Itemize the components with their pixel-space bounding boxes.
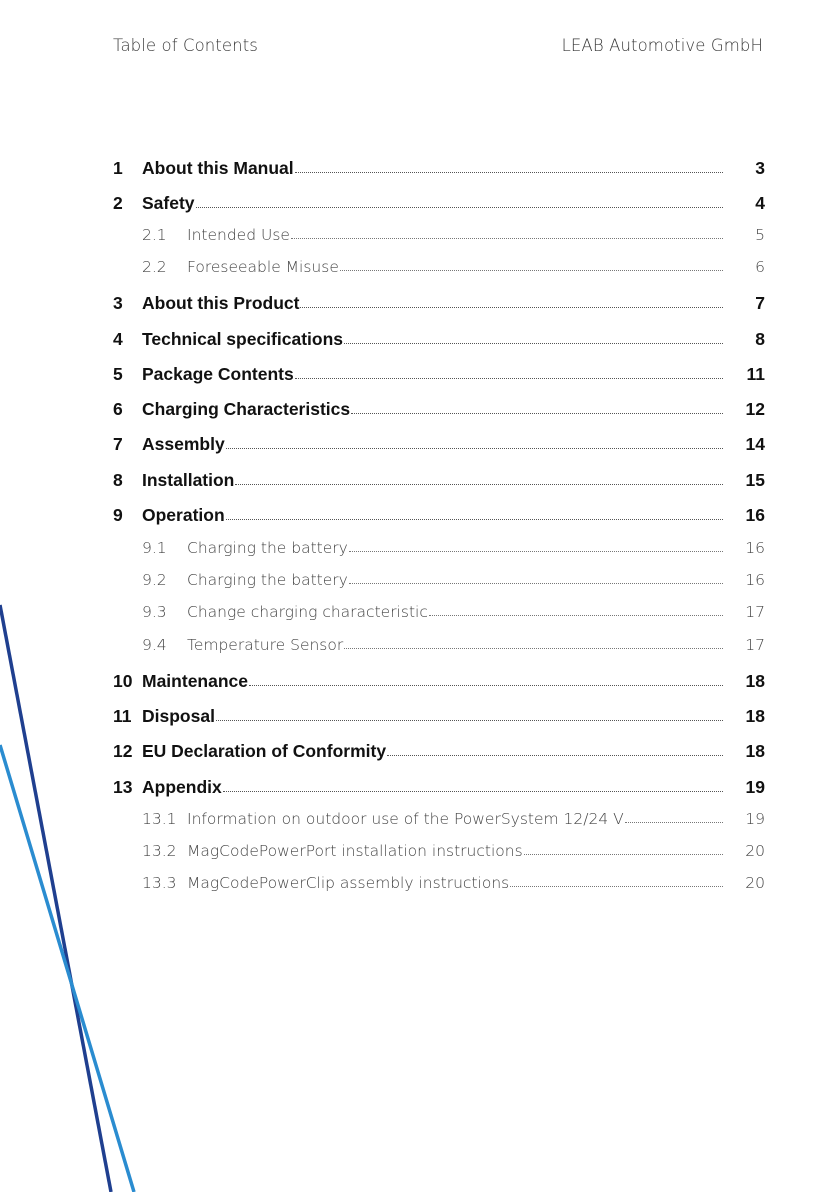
toc-entry-title: MagCodePowerPort installation instructions xyxy=(187,842,523,860)
toc-entry-title: Intended Use xyxy=(187,226,290,244)
toc-entry-page: 16 xyxy=(745,505,765,525)
toc-entry-page: 19 xyxy=(745,777,765,797)
toc-entry-page: 20 xyxy=(745,842,765,860)
toc-entry-number: 10 xyxy=(113,671,133,691)
toc-entry-title: Charging the battery xyxy=(187,539,348,557)
toc-entry-title: About this Manual xyxy=(142,158,294,178)
toc-entry-number: 4 xyxy=(113,329,123,349)
toc-entry-page: 8 xyxy=(755,329,765,349)
toc-entry-number: 13.1 xyxy=(142,810,177,828)
toc-entry-page: 12 xyxy=(745,399,765,419)
toc-entry-number: 6 xyxy=(113,399,123,419)
toc-entry-page: 17 xyxy=(745,636,765,654)
toc-entry-page: 15 xyxy=(745,470,765,490)
toc-entry-title: Technical specifications xyxy=(142,329,343,349)
toc-entry-title: Safety xyxy=(142,193,195,213)
toc-entry-page: 14 xyxy=(745,434,765,454)
toc-entry-title: Installation xyxy=(142,470,235,490)
toc-entry-title: Appendix xyxy=(142,777,222,797)
toc-entry-title: Maintenance xyxy=(142,671,248,691)
toc-entry-number: 1 xyxy=(113,158,123,178)
toc-entry-title: Disposal xyxy=(142,706,215,726)
toc-entry-number: 11 xyxy=(113,706,132,726)
toc-entry-title: MagCodePowerClip assembly instructions xyxy=(187,874,510,892)
toc-entry-title: Charging Characteristics xyxy=(142,399,351,419)
toc-entry-number: 2.2 xyxy=(142,258,167,276)
header-company-name: LEAB Automotive GmbH xyxy=(561,36,763,55)
toc-entry-number: 5 xyxy=(113,364,123,384)
toc-entry-number: 2.1 xyxy=(142,226,167,244)
toc-entry-number: 9.3 xyxy=(142,603,167,621)
toc-entry-number: 13 xyxy=(113,777,133,797)
toc-entry-title: Information on outdoor use of the PowerSystem 12/24 V xyxy=(187,810,624,828)
toc-entry-number: 12 xyxy=(113,741,133,761)
toc-entry-title: Temperature Sensor xyxy=(187,636,344,654)
toc-entry-page: 19 xyxy=(745,810,765,828)
toc-entry-page: 18 xyxy=(745,741,765,761)
stripe-dark xyxy=(0,605,111,1192)
toc-entry-title: EU Declaration of Conformity xyxy=(142,741,387,761)
toc-entry-page: 17 xyxy=(745,603,765,621)
toc-entry-number: 13.2 xyxy=(142,842,177,860)
toc-entry-number: 13.3 xyxy=(142,874,177,892)
toc-entry-page: 5 xyxy=(755,226,765,244)
toc-entry-number: 9.4 xyxy=(142,636,167,654)
toc-entry-number: 9.2 xyxy=(142,571,167,589)
toc-entry-number: 9.1 xyxy=(142,539,167,557)
toc-entry-page: 16 xyxy=(745,571,765,589)
toc-entry-page: 18 xyxy=(745,671,765,691)
toc-entry-page: 16 xyxy=(745,539,765,557)
toc-entry-title: Change charging characteristic xyxy=(187,603,428,621)
toc-entry-number: 2 xyxy=(113,193,123,213)
toc-entry-title: Assembly xyxy=(142,434,225,454)
toc-entry-page: 7 xyxy=(755,293,765,313)
toc-entry-number: 8 xyxy=(113,470,123,490)
toc-entry-title: About this Product xyxy=(142,293,300,313)
toc-entry-title: Package Contents xyxy=(142,364,294,384)
toc-entry-page: 3 xyxy=(755,158,765,178)
toc-entry-title: Operation xyxy=(142,505,225,525)
toc-entry-page: 20 xyxy=(745,874,765,892)
toc-entry-page: 18 xyxy=(745,706,765,726)
toc-entry-title: Foreseeable Misuse xyxy=(187,258,339,276)
toc-entry-page: 6 xyxy=(755,258,765,276)
toc-entry-number: 3 xyxy=(113,293,123,313)
toc-entry-title: Charging the battery xyxy=(187,571,348,589)
toc-entry-number: 9 xyxy=(113,505,123,525)
header-section-title: Table of Contents xyxy=(113,36,258,55)
toc-entry-page: 4 xyxy=(755,193,765,213)
stripe-light xyxy=(0,745,134,1192)
toc-entry-number: 7 xyxy=(113,434,123,454)
toc-entry-page: 11 xyxy=(746,364,765,384)
